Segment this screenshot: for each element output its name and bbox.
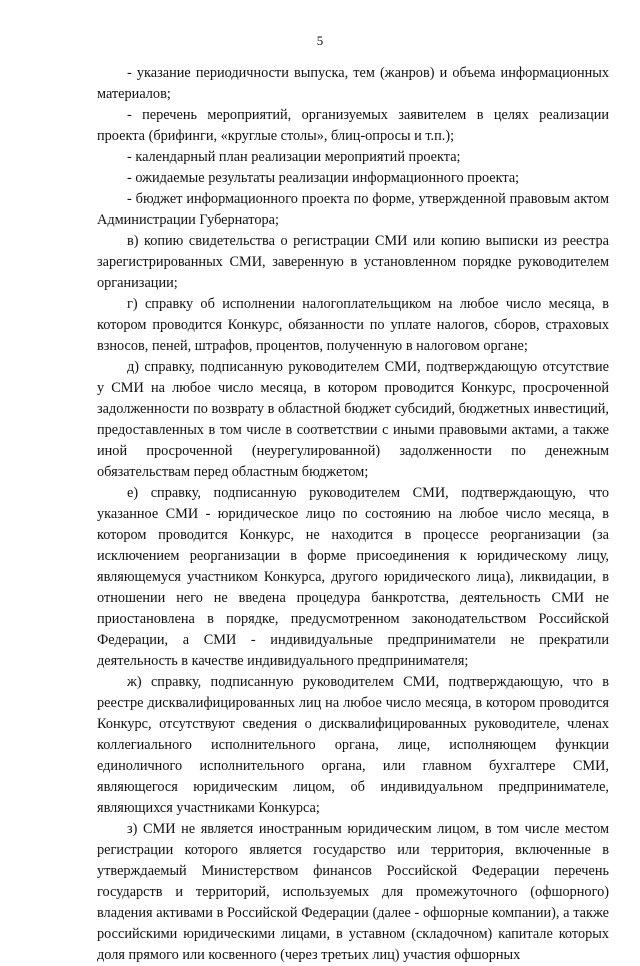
document-body bbox=[97, 63, 609, 966]
paragraph-v: в) копию свидетельства о регистрации СМИ или копию выписки из реестра зарегистрированных СМИ, заверенную в установленном порядке руководителем организации; bbox=[97, 233, 609, 291]
paragraph-z: з) СМИ не является иностранным юридическим лицом, в том числе местом регистрации которого является государство или территория, включенные в утверждаемый Министерством финансов Российской Федерации перечень государств и территорий, используемых для промежуточного (офшорного) владения активами в Российской Федерации (далее - офшорные компании), а также российскими юридическими лицами, в уставном (складочном) капитале которых доля прямого или косвенного (через третьих лиц) участия офшорных bbox=[97, 821, 609, 963]
page-number: 5 bbox=[316, 33, 324, 48]
paragraph-e: е) справку, подписанную руководителем СМИ, подтверждающую, что указанное СМИ - юридическое лицо по состоянию на любое число месяца, в котором проводится Конкурс, не находится в процессе реорганизации (за исключением реорганизации в форме присоединения к юридическому лицу, являющемуся участником Конкурса, другого юридического лица), ликвидации, в отношении него не введена процедура банкротства, деятельность СМИ не приостановлена в порядке, предусмотренном законодательством Российской Федерации, а СМИ - индивидуальные предприниматели не прекратили деятельность в качестве индивидуального предпринимателя; bbox=[97, 485, 609, 669]
paragraph-d: д) справку, подписанную руководителем СМИ, подтверждающую отсутствие у СМИ на любое число месяца, в котором проводится Конкурс, просроченной задолженности по возврату в областной бюджет субсидий, бюджетных инвестиций, предоставленных в том числе в соответствии с иными правовыми актами, а также иной просроченной (неурегулированной) задолженности по денежным обязательствам перед областным бюджетом; bbox=[97, 359, 609, 480]
paragraph-g: г) справку об исполнении налогоплательщиком на любое число месяца, в котором проводится Конкурс, обязанности по уплате налогов, сборов, страховых взносов, пеней, штрафов, процентов, полученную в налоговом органе; bbox=[97, 296, 609, 354]
list-item-events: - перечень мероприятий, организуемых заявителем в целях реализации проекта (брифинги, «круглые столы», блиц-опросы и т.п.); bbox=[97, 107, 609, 144]
paragraph-zh: ж) справку, подписанную руководителем СМИ, подтверждающую, что в реестре дисквалифицированных лиц на любое число месяца, в котором проводится Конкурс, отсутствуют сведения о дисквалифицированных руководителе, членах коллегиального исполнительного органа, лице, исполняющем функции единоличного исполнительного органа, или главном бухгалтере СМИ, являющегося юридическим лицом, об индивидуальном предпринимателе, являющихся участниками Конкурса; bbox=[97, 674, 609, 816]
list-item-expected-results: - ожидаемые результаты реализации информационного проекта; bbox=[127, 170, 520, 186]
list-item-periodicity: - указание периодичности выпуска, тем (жанров) и объема информационных материалов; bbox=[97, 65, 609, 102]
list-item-calendar-plan: - календарный план реализации мероприятий проекта; bbox=[127, 149, 461, 165]
list-item-budget: - бюджет информационного проекта по форме, утвержденной правовым актом Администрации Губернатора; bbox=[97, 191, 609, 228]
